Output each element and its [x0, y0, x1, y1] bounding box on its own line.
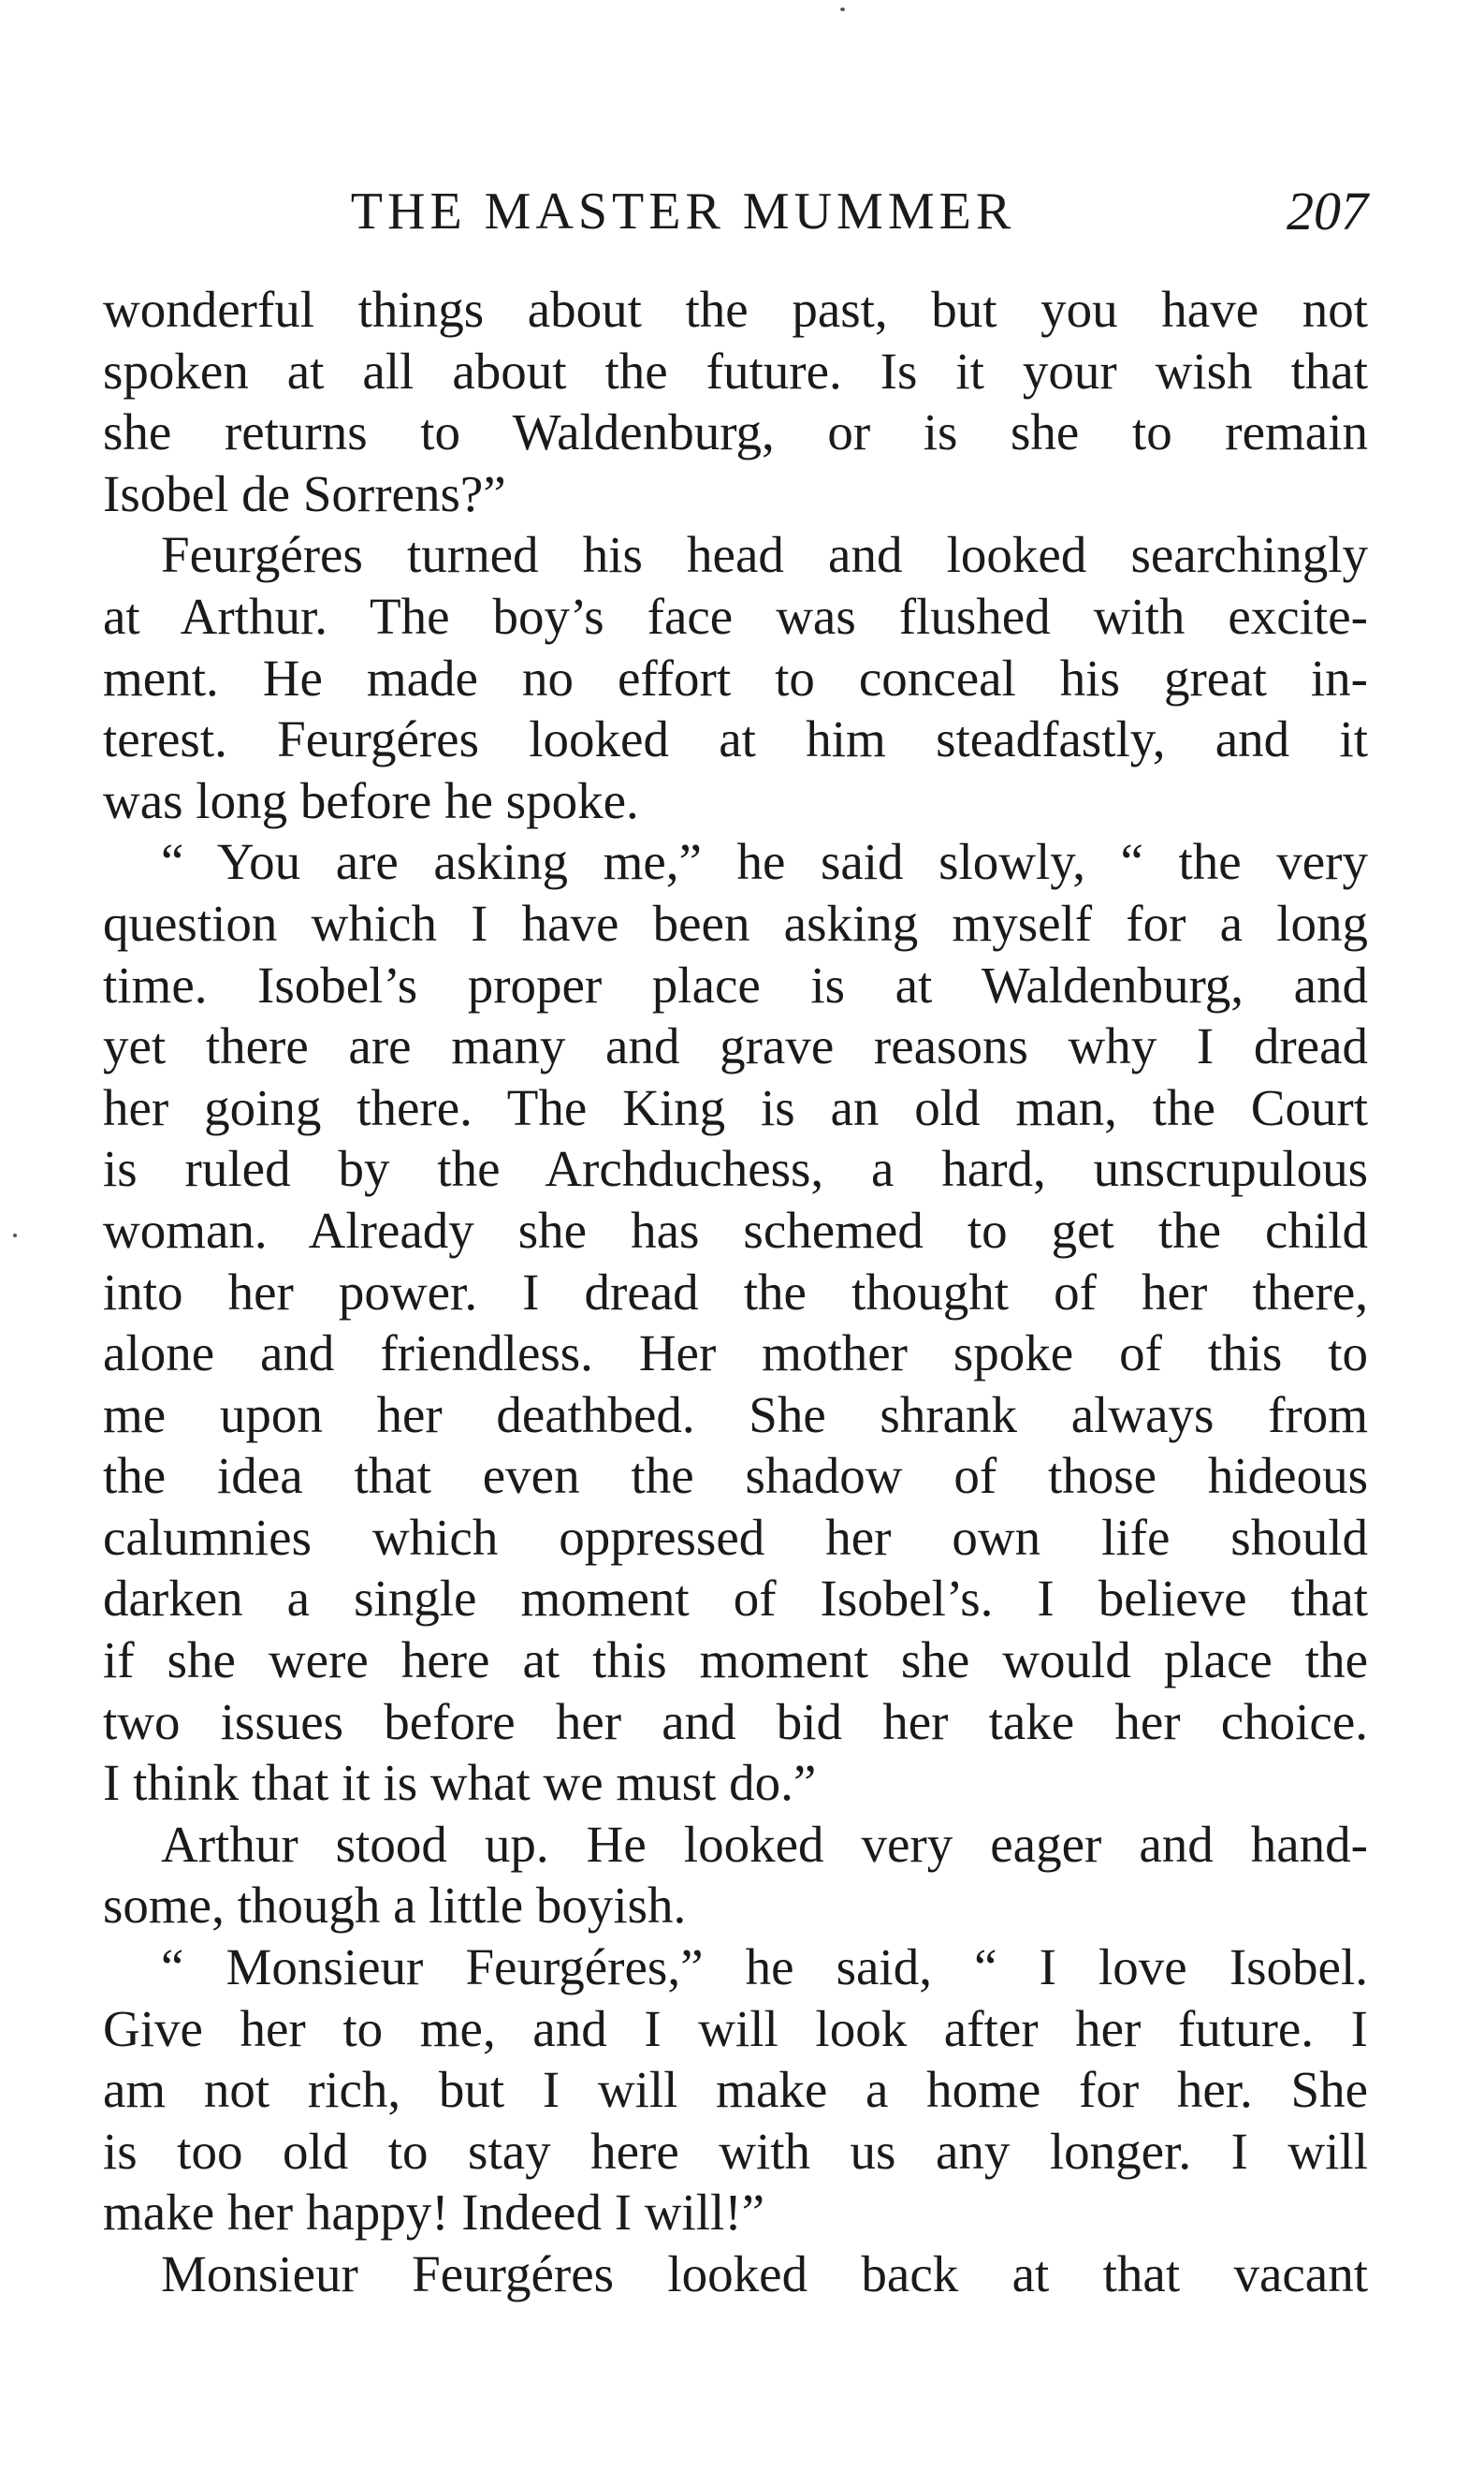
page-number: 207: [1287, 181, 1368, 241]
text-line: darken a single moment of Isobel’s. I believe that: [103, 1570, 1368, 1628]
text-line: make her happy! Indeed I will!”: [103, 2184, 765, 2242]
text-line: Isobel de Sorrens?”: [103, 464, 506, 522]
text-line: spoken at all about the future. Is it your wish that: [103, 342, 1368, 400]
text-line: I think that it is what we must do.”: [103, 1754, 817, 1812]
text-line: Monsieur Feurgéres looked back at that vacant: [161, 2245, 1368, 2302]
text-line: some, though a little boyish.: [103, 1877, 687, 1935]
text-line: is too old to stay here with us any longer. I will: [103, 2122, 1368, 2180]
text-line: yet there are many and grave reasons why I dread: [103, 1017, 1368, 1075]
text-line: calumnies which oppressed her own life should: [103, 1508, 1368, 1566]
ink-speck-top: [840, 7, 845, 11]
text-line: wonderful things about the past, but you have not: [103, 281, 1368, 338]
text-line: her going there. The King is an old man, the Court: [103, 1078, 1368, 1136]
body-text: [103, 279, 1368, 2305]
text-line: am not rich, but I will make a home for her. She: [103, 2061, 1368, 2119]
text-line: ment. He made no effort to conceal his great in-: [103, 649, 1368, 707]
text-line: Feurgéres turned his head and looked searchingly: [161, 526, 1368, 584]
text-line: alone and friendless. Her mother spoke of this to: [103, 1324, 1368, 1382]
text-line: into her power. I dread the thought of her there,: [103, 1263, 1368, 1321]
text-line: “ You are asking me,” he said slowly, “ the very: [161, 833, 1368, 891]
text-line: was long before he spoke.: [103, 771, 639, 829]
text-line: if she were here at this moment she would place the: [103, 1631, 1368, 1689]
text-line: time. Isobel’s proper place is at Waldenburg, and: [103, 956, 1368, 1014]
text-line: is ruled by the Archduchess, a hard, unscrupulous: [103, 1140, 1368, 1198]
running-title: THE MASTER MUMMER: [350, 183, 1016, 241]
text-line: the idea that even the shadow of those hideous: [103, 1447, 1368, 1505]
text-line: two issues before her and bid her take her choice.: [103, 1692, 1368, 1750]
running-header: [103, 174, 1368, 249]
text-line: question which I have been asking myself for a long: [103, 894, 1368, 952]
text-line: at Arthur. The boy’s face was flushed with excite-: [103, 587, 1368, 645]
text-line: me upon her deathbed. She shrank always from: [103, 1385, 1368, 1443]
text-line: Give her to me, and I will look after her future. I: [103, 1999, 1368, 2057]
ink-speck-margin: [13, 1234, 17, 1237]
text-line: she returns to Waldenburg, or is she to remain: [103, 403, 1368, 461]
text-line: “ Monsieur Feurgéres,” he said, “ I love Isobel.: [161, 1938, 1368, 1996]
text-line: Arthur stood up. He looked very eager and hand-: [161, 1815, 1368, 1873]
text-line: terest. Feurgéres looked at him steadfastly, and it: [103, 710, 1368, 768]
text-line: woman. Already she has schemed to get the child: [103, 1201, 1368, 1259]
